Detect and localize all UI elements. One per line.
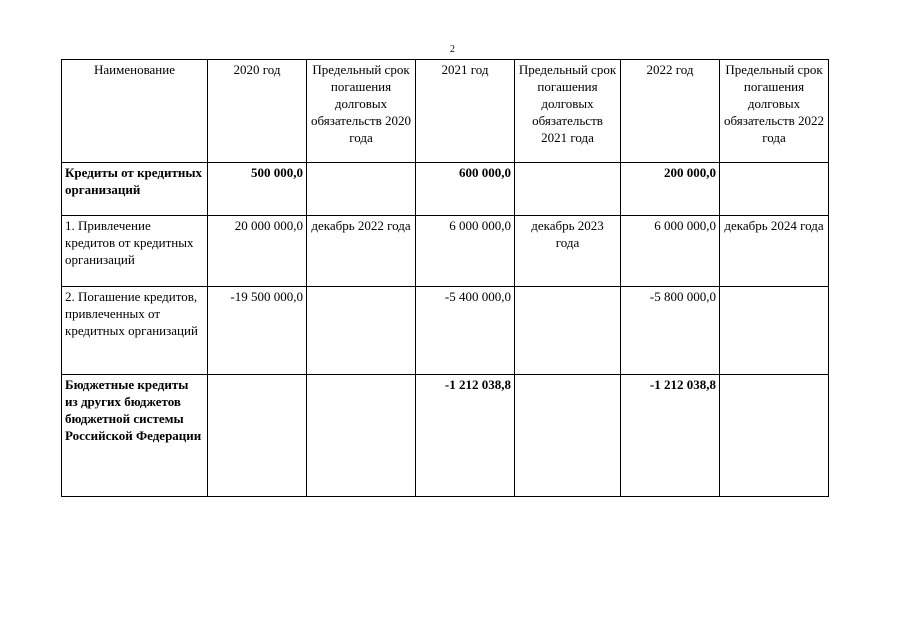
table-row: [62, 216, 829, 287]
term-2021: [515, 287, 621, 375]
value-2020: -19 500 000,0: [208, 287, 307, 375]
term-2022: декабрь 2024 года: [720, 216, 829, 287]
value-2020: 500 000,0: [208, 163, 307, 216]
value-2022: 6 000 000,0: [621, 216, 720, 287]
header-term-2022: Предельный срок погашения долговых обязательств 2022 года: [720, 60, 829, 163]
value-2020: 20 000 000,0: [208, 216, 307, 287]
value-2021: 6 000 000,0: [416, 216, 515, 287]
header-2020: 2020 год: [208, 60, 307, 163]
table-row: [62, 287, 829, 375]
row-name: 2. Погашение кредитов, привлеченных от кредитных организаций: [62, 287, 208, 375]
term-2021: декабрь 2023 года: [515, 216, 621, 287]
value-2022: -1 212 038,8: [621, 375, 720, 497]
table-row: [62, 375, 829, 497]
term-2022: [720, 375, 829, 497]
term-2021: [515, 163, 621, 216]
row-name: Кредиты от кредитных организаций: [62, 163, 208, 216]
row-name: 1. Привлечение кредитов от кредитных организаций: [62, 216, 208, 287]
borrowing-program-table: [61, 59, 829, 497]
term-2022: [720, 287, 829, 375]
header-term-2020: Предельный срок погашения долговых обязательств 2020 года: [307, 60, 416, 163]
value-2022: 200 000,0: [621, 163, 720, 216]
value-2020: [208, 375, 307, 497]
value-2021: 600 000,0: [416, 163, 515, 216]
term-2020: [307, 375, 416, 497]
value-2022: -5 800 000,0: [621, 287, 720, 375]
header-name: Наименование: [62, 60, 208, 163]
header-term-2021: Предельный срок погашения долговых обязательств 2021 года: [515, 60, 621, 163]
page-number: 2: [450, 44, 455, 55]
term-2020: [307, 287, 416, 375]
header-2021: 2021 год: [416, 60, 515, 163]
term-2022: [720, 163, 829, 216]
value-2021: -1 212 038,8: [416, 375, 515, 497]
header-2022: 2022 год: [621, 60, 720, 163]
row-name: Бюджетные кредиты из других бюджетов бюджетной системы Российской Федерации: [62, 375, 208, 497]
table-header-row: [62, 60, 829, 163]
term-2020: [307, 163, 416, 216]
term-2020: декабрь 2022 года: [307, 216, 416, 287]
value-2021: -5 400 000,0: [416, 287, 515, 375]
table-row: [62, 163, 829, 216]
term-2021: [515, 375, 621, 497]
